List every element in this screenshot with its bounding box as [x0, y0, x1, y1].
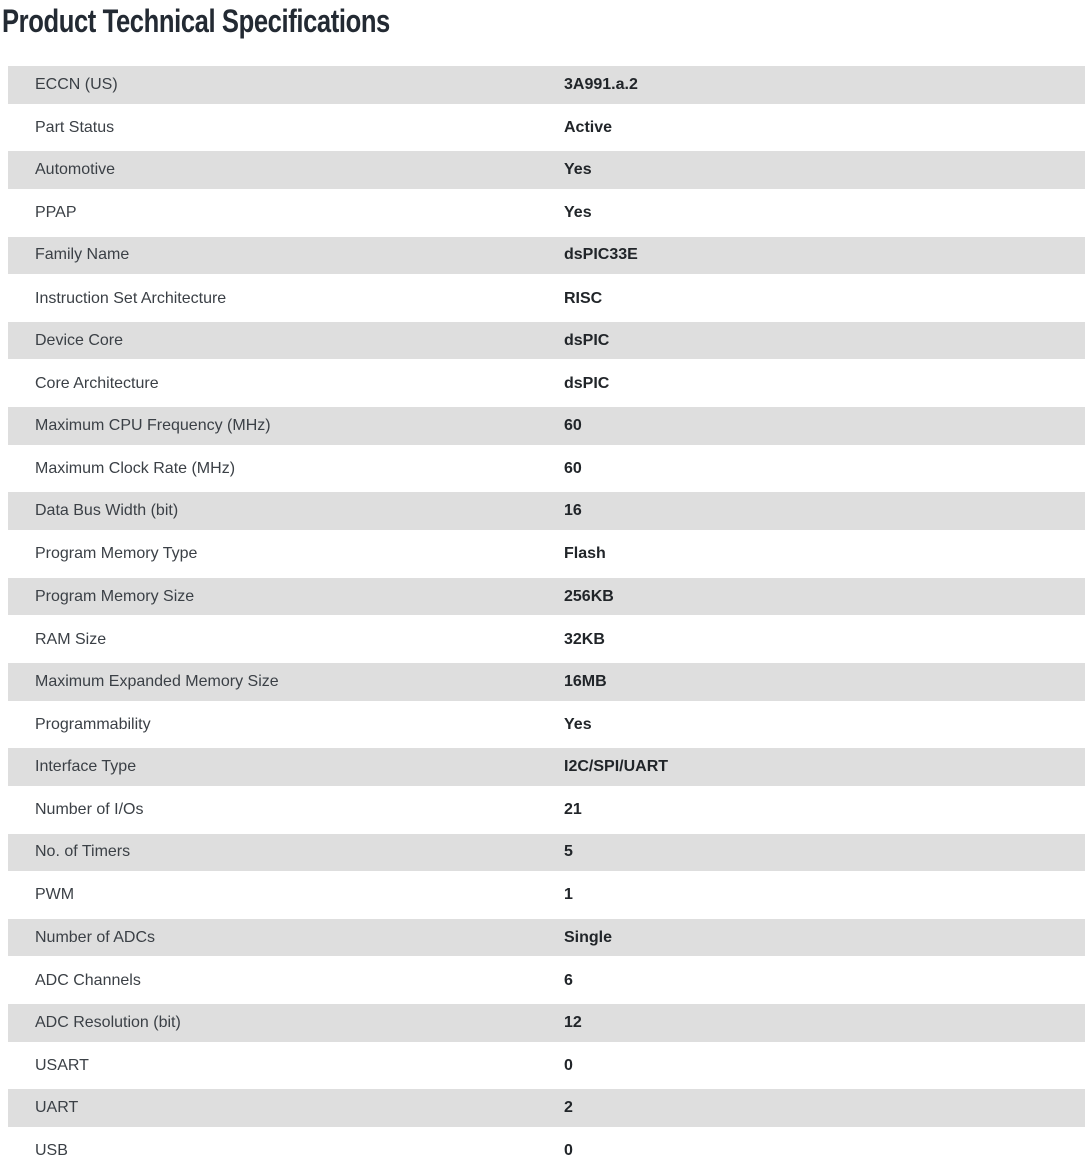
table-row	[8, 1087, 1085, 1130]
spec-label: Data Bus Width (bit)	[35, 502, 179, 520]
spec-label: ECCN (US)	[35, 75, 118, 93]
table-row	[8, 490, 1085, 533]
spec-value: 60	[564, 416, 582, 434]
table-row	[8, 149, 1085, 192]
spec-label: Interface Type	[35, 758, 137, 776]
spec-label: Automotive	[35, 161, 116, 179]
table-row	[8, 235, 1085, 278]
table-row	[8, 533, 1085, 576]
spec-value: 0	[564, 1057, 573, 1075]
spec-value: 2	[564, 1099, 573, 1117]
spec-label: No. of Timers	[35, 843, 131, 861]
table-row	[8, 448, 1085, 491]
table-row	[8, 746, 1085, 789]
table-row	[8, 661, 1085, 704]
spec-label: USART	[35, 1057, 89, 1075]
spec-label: Program Memory Size	[35, 587, 195, 605]
spec-label: Maximum CPU Frequency (MHz)	[35, 416, 271, 434]
table-row	[8, 320, 1085, 363]
spec-value: 12	[564, 1013, 582, 1031]
spec-table	[8, 64, 1085, 1173]
spec-label: Device Core	[35, 331, 124, 349]
spec-value: dsPIC	[564, 331, 610, 349]
spec-value: Yes	[564, 715, 592, 733]
spec-label: UART	[35, 1099, 79, 1117]
spec-value: 5	[564, 843, 573, 861]
spec-value: 6	[564, 971, 573, 989]
spec-label: Program Memory Type	[35, 545, 198, 563]
spec-label: Number of ADCs	[35, 928, 156, 946]
spec-value: 3A991.a.2	[564, 75, 638, 93]
spec-label: Number of I/Os	[35, 801, 144, 819]
spec-label: Core Architecture	[35, 374, 159, 392]
table-row	[8, 704, 1085, 747]
spec-label: Programmability	[35, 715, 151, 733]
spec-label: Family Name	[35, 246, 130, 264]
table-row	[8, 1130, 1085, 1173]
spec-value: 60	[564, 460, 582, 478]
table-row	[8, 618, 1085, 661]
table-row	[8, 874, 1085, 917]
table-row	[8, 789, 1085, 832]
spec-value: 0	[564, 1142, 573, 1160]
spec-label: PWM	[35, 886, 75, 904]
spec-label: Maximum Expanded Memory Size	[35, 672, 279, 690]
spec-label: Part Status	[35, 118, 115, 136]
spec-value: 32KB	[564, 630, 605, 648]
page-title: Product Technical Specifications	[2, 3, 390, 39]
spec-label: ADC Resolution (bit)	[35, 1013, 181, 1031]
table-row	[8, 64, 1085, 107]
spec-value: Active	[564, 118, 613, 136]
spec-value: Yes	[564, 204, 592, 222]
spec-label: Instruction Set Architecture	[35, 289, 227, 307]
spec-value: 16	[564, 502, 582, 520]
table-row	[8, 362, 1085, 405]
table-row	[8, 107, 1085, 150]
table-row	[8, 576, 1085, 619]
spec-value: Yes	[564, 161, 592, 179]
spec-value: I2C/SPI/UART	[564, 758, 669, 776]
spec-value: Single	[564, 928, 613, 946]
spec-value: Flash	[564, 545, 606, 563]
table-row	[8, 917, 1085, 960]
spec-value: 21	[564, 801, 582, 819]
table-row	[8, 1002, 1085, 1045]
spec-label: RAM Size	[35, 630, 107, 648]
spec-label: Maximum Clock Rate (MHz)	[35, 460, 236, 478]
spec-value: dsPIC	[564, 374, 610, 392]
table-row	[8, 405, 1085, 448]
spec-label: PPAP	[35, 204, 77, 222]
spec-value: 1	[564, 886, 573, 904]
table-row	[8, 832, 1085, 875]
table-row	[8, 277, 1085, 320]
table-row	[8, 192, 1085, 235]
spec-value: 256KB	[564, 587, 614, 605]
spec-label: ADC Channels	[35, 971, 141, 989]
spec-value: RISC	[564, 289, 603, 307]
spec-label: USB	[35, 1142, 68, 1160]
spec-value: dsPIC33E	[564, 246, 638, 264]
table-row	[8, 1045, 1085, 1088]
table-row	[8, 959, 1085, 1002]
spec-value: 16MB	[564, 672, 607, 690]
